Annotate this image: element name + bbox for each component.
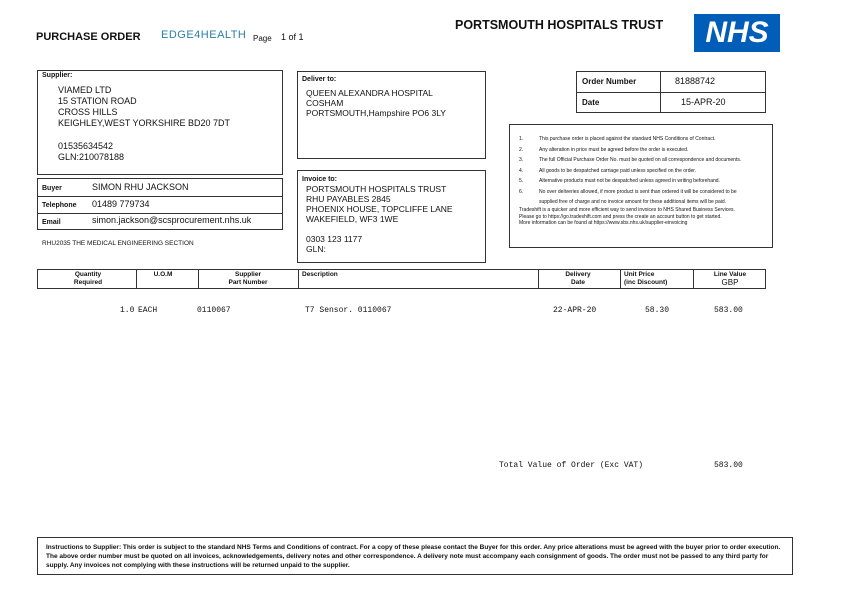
terms-item: 1. This purchase order is placed against the standard NHS Conditions of Contract. — [519, 136, 716, 142]
instructions-box — [37, 537, 793, 575]
invoice-gln: GLN: — [306, 244, 326, 254]
buyer-email: simon.jackson@scsprocurement.nhs.uk — [92, 215, 252, 225]
telephone-label: Telephone — [42, 202, 77, 209]
invoice-phone: 0303 123 1177 — [306, 234, 363, 244]
terms-item: 4. All goods to be despatched carriage paid unless specified on the order. — [519, 167, 697, 174]
row-unit-price: 58.30 — [645, 306, 670, 315]
buyer-telephone: 01489 779734 — [92, 199, 150, 209]
tradeshift-note — [519, 207, 735, 227]
terms-item: 3. The full Official Purchase Order No. must be quoted on all correspondence and documents. — [519, 157, 742, 163]
supplier-address-line: CROSS HILLS — [58, 107, 118, 117]
row-description: T7 Sensor. 0110067 — [305, 306, 392, 315]
edge4health-logo: EDGE4HEALTH — [161, 29, 247, 41]
supplier-phone: 01535634542 — [58, 141, 114, 151]
order-info-box — [576, 71, 766, 113]
supplier-gln: GLN:210078188 — [58, 152, 125, 162]
deliver-address-line: PORTSMOUTH,Hampshire PO6 3LY — [306, 108, 446, 118]
email-label: Email — [42, 219, 61, 226]
row-uom: EACH — [138, 306, 158, 315]
deliver-to-box — [297, 71, 486, 159]
order-number-label: Order Number — [582, 77, 637, 86]
row-part-number: 0110067 — [197, 306, 231, 315]
tradeshift-line: Please go to https://go.tradeshift.com and press the create an account button to get started. — [519, 213, 722, 220]
deliver-label: Deliver to: — [302, 76, 337, 83]
invoice-address-line: WAKEFIELD, WF3 1WE — [306, 214, 399, 224]
col-unit-price: Unit Price (inc Discount) — [624, 271, 668, 286]
tradeshift-line: Tradeshift is a quicker and more efficient way to send invoices to NHS Shared Business Services. — [519, 207, 735, 213]
supplier-address-line: KEIGHLEY,WEST YORKSHIRE BD20 7DT — [58, 118, 231, 128]
buyer-label: Buyer — [42, 185, 62, 192]
trust-name: PORTSMOUTH HOSPITALS TRUST — [455, 18, 664, 32]
col-description: Description — [302, 271, 338, 278]
col-line-value: Line Value GBP — [713, 271, 747, 287]
order-date: 15-APR-20 — [681, 97, 726, 107]
col-delivery-date: Delivery Date — [565, 271, 591, 286]
page-label: Page — [253, 34, 272, 43]
row-delivery-date: 22-APR-20 — [553, 306, 597, 315]
supplier-address-line: VIAMED LTD — [58, 85, 112, 95]
terms-item: 6. No over deliveries allowed, if more product is sent than ordered it will be considered to be — [519, 188, 737, 195]
instructions-text: Instructions to Supplier: This order is subject to the standard NHS Terms and Conditions of contract. For a copy of these please contact the Buyer for this order. Any price alterations must be agreed with the buyer prior to order execution. The above order number must be quoted on all invoices, acknowledgements, delivery notes and other correspondence. A delivery note must accompany each consignment of goods. The order must not be passed to any third party for supply. Any invoices not complying with these instructions will be returned unpaid to the supplier. — [46, 544, 781, 569]
supplier-label: Supplier: — [42, 72, 73, 79]
invoice-address-line: RHU PAYABLES 2845 — [306, 194, 391, 204]
invoice-address-line: PHOENIX HOUSE, TOPCLIFFE LANE — [306, 204, 453, 214]
invoice-label: Invoice to: — [302, 176, 338, 183]
terms-item: supplied free of charge and no invoice amount for these additional items will be paid. — [539, 199, 727, 205]
col-quantity: Quantity Required — [73, 271, 103, 286]
supplier-address-line: 15 STATION ROAD — [58, 96, 137, 106]
page-number: 1 of 1 — [281, 32, 304, 42]
buyer-contact-box — [37, 178, 283, 230]
nhs-logo: NHS — [694, 14, 780, 52]
invoice-address-line: PORTSMOUTH HOSPITALS TRUST — [306, 184, 447, 194]
buyer-name: SIMON RHU JACKSON — [92, 182, 189, 192]
invoice-to-box — [297, 170, 486, 263]
order-date-label: Date — [582, 98, 600, 107]
deliver-address-line: COSHAM — [306, 98, 344, 108]
table-row — [37, 306, 766, 318]
document-title: PURCHASE ORDER — [36, 31, 141, 43]
terms-item: 5. Alternative products must not be despatched unless agreed in writing beforehand. — [519, 178, 720, 184]
col-uom: U.O.M — [153, 271, 173, 278]
total-value: 583.00 — [714, 461, 743, 470]
order-number: 81888742 — [675, 76, 716, 86]
deliver-address — [306, 88, 446, 118]
total-label: Total Value of Order (Exc VAT) — [499, 461, 644, 470]
invoice-address — [306, 184, 453, 224]
supplier-address — [58, 85, 230, 129]
row-quantity: 1.0 — [120, 306, 135, 315]
terms-box — [509, 124, 773, 248]
tradeshift-line: More information can be found at https://www.sbs.nhs.uk/supplier-einvoicing — [519, 220, 688, 226]
table-header — [37, 269, 766, 289]
row-line-value: 583.00 — [714, 306, 743, 315]
col-part-number: Supplier Part Number — [228, 271, 268, 286]
department: RHU2035 THE MEDICAL ENGINEERING SECTION — [42, 240, 194, 247]
terms-list — [519, 134, 741, 208]
deliver-address-line: QUEEN ALEXANDRA HOSPITAL — [306, 88, 433, 98]
supplier-box — [37, 70, 283, 175]
terms-item: 2. Any alteration in price must be agreed before the order is executed. — [519, 146, 689, 153]
